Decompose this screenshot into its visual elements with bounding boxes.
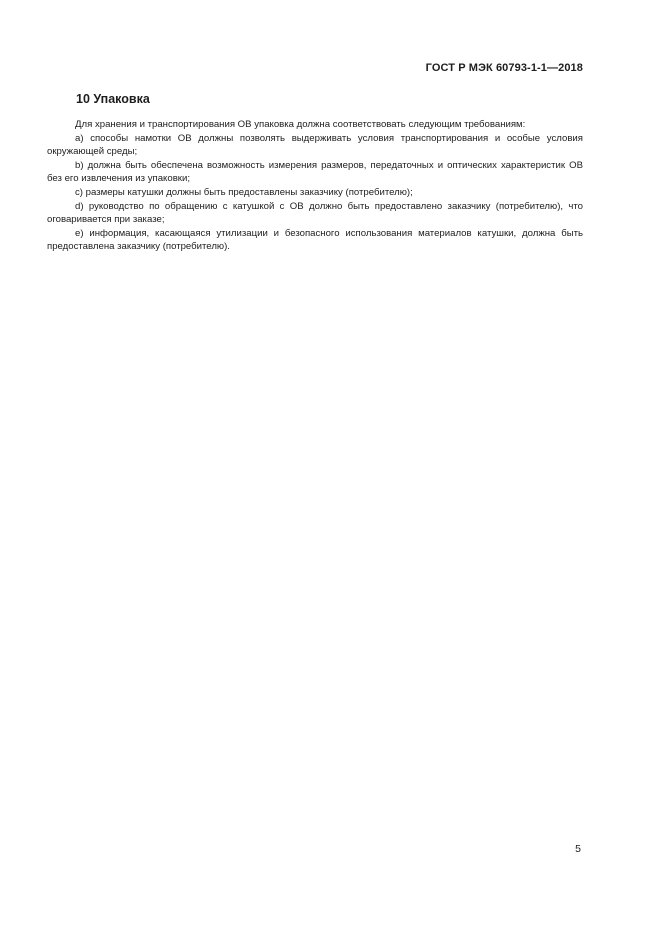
list-item-a: а) способы намотки ОВ должны позволять выдерживать условия транспортирования и особые условия окружающей среды; (47, 132, 583, 158)
paragraph-intro: Для хранения и транспортирования ОВ упаковка должна соответствовать следующим требованиям: (75, 119, 526, 130)
section-body (47, 118, 583, 254)
list-item-e: е) информация, касающаяся утилизации и безопасного использования материалов катушки, должна быть предоставлена заказчику (потребителю). (47, 227, 583, 253)
page-number: 5 (575, 843, 581, 855)
list-item-d: d) руководство по обращению с катушкой с ОВ должно быть предоставлено заказчику (потребителю), что оговаривается при заказе; (47, 200, 583, 226)
list-item-c: c) размеры катушки должны быть предоставлены заказчику (потребителю); (75, 186, 413, 198)
list-item-b: b) должна быть обеспечена возможность измерения размеров, передаточных и оптических характеристик ОВ без его извлечения из упаковки; (47, 159, 583, 185)
section-title: 10 Упаковка (76, 92, 150, 106)
standard-code-header: ГОСТ Р МЭК 60793-1-1—2018 (425, 62, 583, 74)
